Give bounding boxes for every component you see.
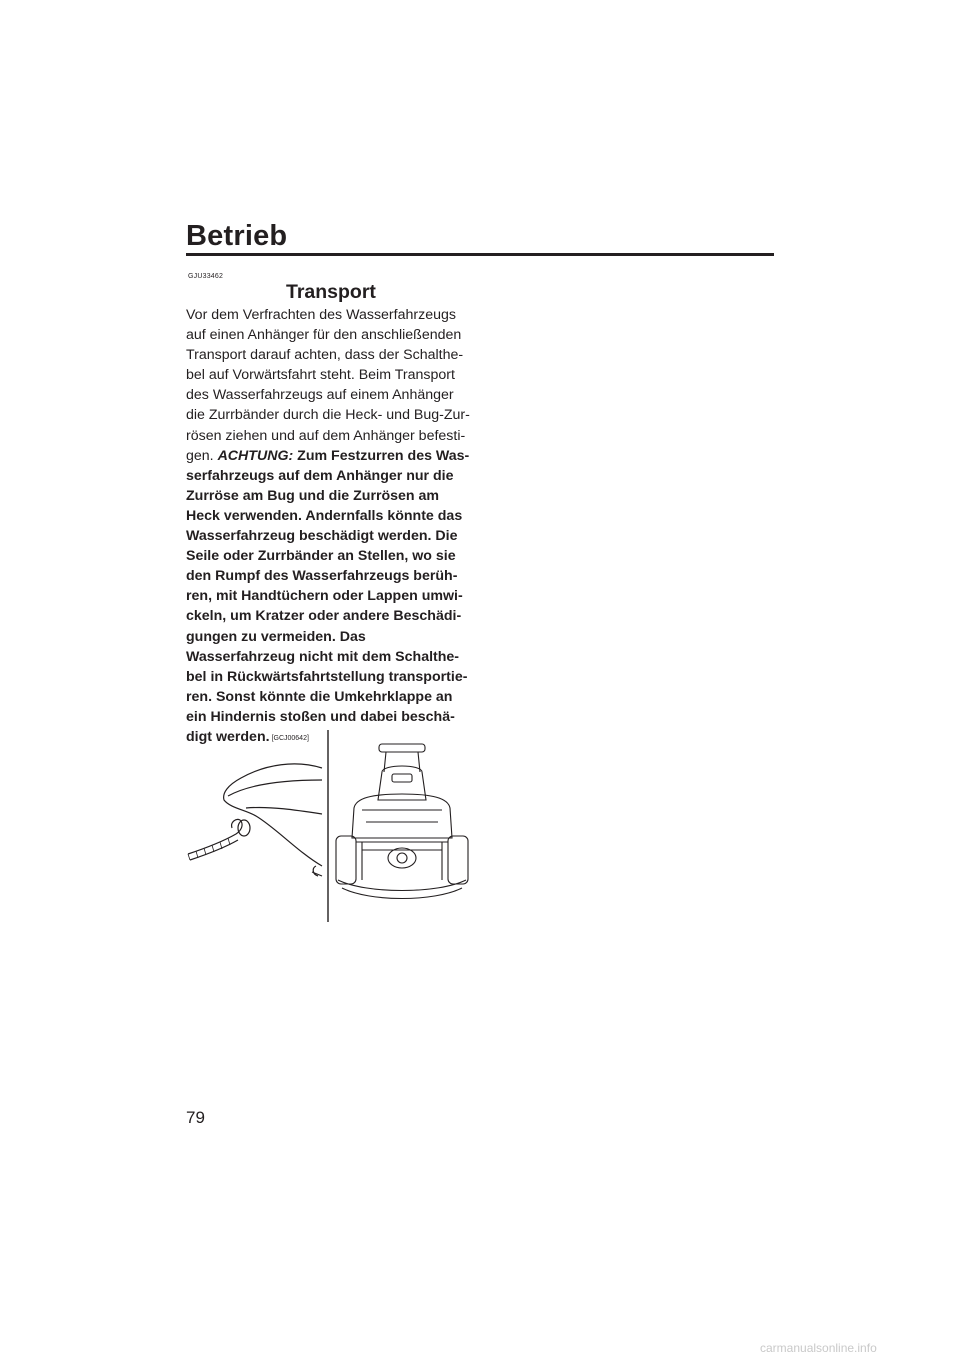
body-line xyxy=(186,526,486,546)
text-segment: auf einen Anhänger für den anschließenden xyxy=(186,327,462,344)
body-line xyxy=(186,426,486,446)
footer-watermark: carmanualsonline.info xyxy=(760,1341,877,1355)
body-line xyxy=(186,385,486,405)
header-divider xyxy=(186,253,774,256)
text-segment: Wasserfahrzeug nicht mit dem Schalthe- xyxy=(186,648,460,665)
text-segment: Transport darauf achten, dass der Schalthe- xyxy=(186,347,464,364)
text-segment: ein Hindernis stoßen und dabei beschä- xyxy=(186,708,455,725)
text-segment: die Zurrbänder durch die Heck- und Bug-Zur- xyxy=(186,407,470,424)
text-segment: ren. Sonst könnte die Umkehrklappe an xyxy=(186,688,453,705)
text-segment: gungen zu vermeiden. Das xyxy=(186,628,366,645)
text-segment: serfahrzeugs auf dem Anhänger nur die xyxy=(186,467,454,484)
body-line xyxy=(186,345,486,365)
body-line xyxy=(186,647,486,667)
body-line xyxy=(186,687,486,707)
body-line xyxy=(186,365,486,385)
text-segment: Seile oder Zurrbänder an Stellen, wo sie xyxy=(186,548,456,565)
body-paragraph xyxy=(186,305,486,747)
body-line xyxy=(186,305,486,325)
text-segment: ren, mit Handtüchern oder Lappen umwi- xyxy=(186,588,463,605)
body-line xyxy=(186,546,486,566)
body-line xyxy=(186,506,486,526)
body-line xyxy=(186,466,486,486)
text-segment: Heck verwenden. Andernfalls könnte das xyxy=(186,507,463,524)
body-line xyxy=(186,707,486,727)
text-segment: ckeln, um Kratzer oder andere Beschädi- xyxy=(186,608,462,625)
body-line xyxy=(186,486,486,506)
body-line xyxy=(186,627,486,647)
text-segment: bel auf Vorwärtsfahrt steht. Beim Transport xyxy=(186,367,455,384)
section-reference-code: GJU33462 xyxy=(188,273,224,280)
text-segment: Vor dem Verfrachten des Wasserfahrzeugs xyxy=(186,307,456,323)
text-segment: des Wasserfahrzeugs auf einem Anhänger xyxy=(186,387,454,404)
body-line xyxy=(186,586,486,606)
page-number: 79 xyxy=(186,1108,205,1127)
text-segment: gen. xyxy=(186,447,218,464)
text-segment: rösen ziehen und auf dem Anhänger befesti- xyxy=(186,427,466,444)
section-heading: Transport xyxy=(286,281,376,303)
text-segment: Zurröse am Bug und die Zurrösen am xyxy=(186,487,440,504)
text-segment: Zum Festzurren des Was- xyxy=(293,447,470,464)
text-segment: Wasserfahrzeug beschädigt werden. Die xyxy=(186,528,458,545)
bow-tie-down-rope-icon xyxy=(188,764,322,876)
body-line xyxy=(186,446,486,466)
body-line xyxy=(186,667,486,687)
transport-illustration xyxy=(186,730,486,922)
body-line xyxy=(186,405,486,425)
caution-label: ACHTUNG: xyxy=(217,447,294,464)
body-line xyxy=(186,325,486,345)
watercraft-on-trailer-rear-view-icon xyxy=(336,744,468,899)
body-line xyxy=(186,606,486,626)
text-segment: den Rumpf des Wasserfahrzeugs berüh- xyxy=(186,568,458,585)
text-segment: digt werden. xyxy=(186,728,270,745)
caution-reference-code: [GCJ00642] xyxy=(271,734,309,742)
body-line xyxy=(186,566,486,586)
chapter-title: Betrieb xyxy=(186,220,288,252)
text-segment: bel in Rückwärtsfahrtstellung transportie- xyxy=(186,668,468,685)
